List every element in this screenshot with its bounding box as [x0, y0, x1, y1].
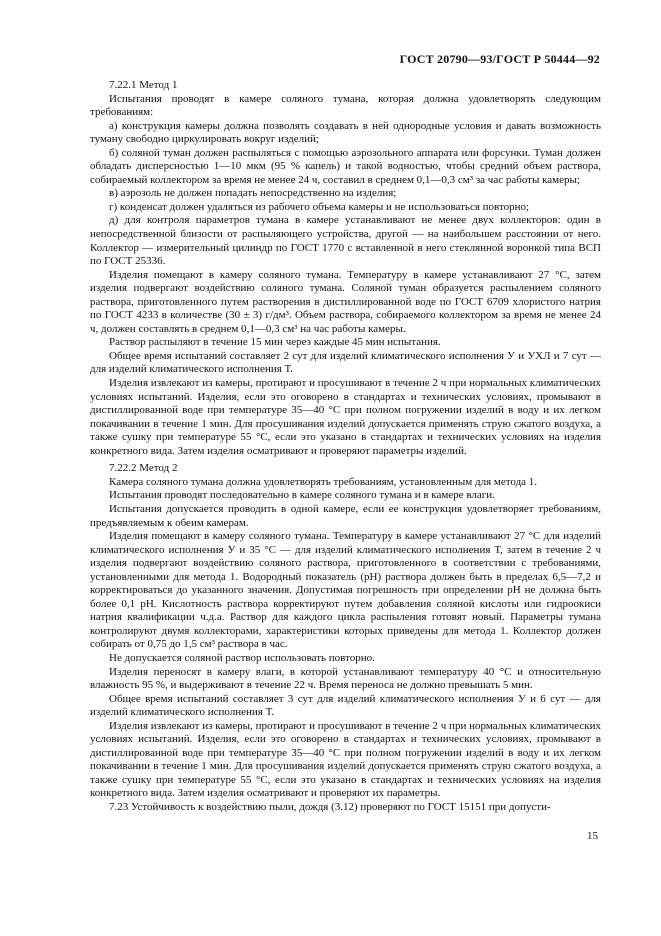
section-heading-7-22-1: 7.22.1 Метод 1 [109, 79, 178, 91]
paragraph: Не допускается соляной раствор использовать повторно. [109, 651, 375, 664]
list-item-v: в) аэрозоль не должен попадать непосредственно на изделия; [109, 187, 397, 200]
list-item-b: б) соляной туман должен распыляться с помощью аэрозольного аппарата или форсунки. Туман должен обладать дисперсностью 1—10 мкм (95 % капель) и такой водностью, чтобы средний объем раствора, собираемый коллектором за время не менее 24 ч, составил в среднем 0,1—0,3 см³ за час работы камеры; [90, 146, 601, 186]
paragraph: Изделия помещают в камеру соляного тумана. Температуру в камере устанавливают 27 °С, затем изделия подвергают воздействию соляного тумана. Соляной туман образуется распылением соляного раствора, приготовленного путем растворения в дистиллированной воде по ГОСТ 6709 хлористого натрия по ГОСТ 4233 в количестве (30 ± 3) г/дм³. Объем раствора, собираемого коллектором за время не менее 24 ч, должен составлять в среднем 0,1—0,3 см³ на час работы камеры. [90, 268, 601, 335]
section-paragraph-7-23: 7.23 Устойчивость к воздействию пыли, дождя (3.12) проверяют по ГОСТ 15151 при допусти- [109, 800, 551, 813]
paragraph: Общее время испытаний составляет 2 сут для изделий климатического исполнения У и УХЛ и 7 сут — для изделий климатического исполнения Т. [90, 349, 601, 376]
paragraph: Изделия помещают в камеру соляного тумана. Температуру в камере устанавливают 27 °С для изделий климатического исполнения У и 35 °С — для изделий климатического исполнения Т, затем в течение 2 ч изделия подвергают воздействию соляного раствора, приготовленного в соответствии с требованиями, установленными для метода 1. Водородный показатель (рН) раствора должен быть в пределах 6,5—7,2 и корректироваться до указанного значения. Допустимая погрешность при определении рН не должна быть более 0,1 рН. Кислотность раствора корректируют путем добавления соляной кислоты или гидроокиси натрия квалификации ч.д.а. Раствор для каждого цикла распыления готовят новый. Параметры тумана контролируют двумя коллекторами, характеристики которых приведены для метода 1. Коллектор должен собирать от 0,75 до 1,5 см³ раствора в час. [90, 530, 601, 651]
page-number: 15 [587, 830, 598, 842]
document-body [90, 79, 601, 815]
list-item-a: а) конструкция камеры должна позволять создавать в ней однородные условия и давать возможность туману свободно циркулировать вокруг изделий; [90, 119, 601, 146]
document-header: ГОСТ 20790—93/ГОСТ Р 50444—92 [399, 52, 600, 66]
paragraph: Испытания проводят последовательно в камере соляного тумана и в камере влаги. [109, 489, 495, 502]
list-item-d: д) для контроля параметров тумана в камере устанавливают не менее двух коллекторов: один в непосредственной близости от распыляющего устройства, другой — на наибольшем расстоянии от него. Коллектор — измерительный цилиндр по ГОСТ 1770 с вставленной в него стеклянной воронкой типа ВСП по ГОСТ 25336. [90, 214, 601, 268]
paragraph: Изделия извлекают из камеры, протирают и просушивают в течение 2 ч при нормальных климатических условиях испытаний. Изделия, если это оговорено в стандартах и технических условиях, промывают в дистиллированной воде при температуре 35—40 °С при полном погружении изделий в воду и их легком покачивании в течение 1 мин. Для просушивания изделий допускается применять струю сжатого воздуха, а также сушку при температуре 55 °С, если это указано в стандартах и технических условиях на изделия конкретного вида. Затем изделия осматривают и проверяют параметры изделий. [90, 377, 601, 457]
paragraph: Испытания проводят в камере соляного тумана, которая должна удовлетворять следующим требованиям: [90, 92, 601, 119]
paragraph: Общее время испытаний составляет 3 сут для изделий климатического исполнения У и 6 сут — для изделий климатического исполнения Т. [90, 692, 601, 719]
paragraph: Изделия переносят в камеру влаги, в которой устанавливают температуру 40 °С и относительную влажность 95 %, и выдерживают в течение 22 ч. Время переноса не должно превышать 5 мин. [90, 665, 601, 692]
list-item-g: г) конденсат должен удаляться из рабочего объема камеры и не использоваться повторно; [109, 200, 530, 213]
paragraph: Раствор распыляют в течение 15 мин через каждые 45 мин испытания. [109, 336, 441, 349]
paragraph: Изделия извлекают из камеры, протирают и просушивают в течение 2 ч при нормальных климатических условиях испытаний. Изделия, если это оговорено в стандартах и технических условиях, промывают в дистиллированной воде при температуре 35—40 °С при полном погружении изделий в воду и их легком покачивании в течение 1 мин. Для просушивания изделий допускается применять струю сжатого воздуха, а также сушку при температуре 55 °С, если это указано в стандартах и технических условиях на изделия конкретного вида. Затем изделия осматривают и проверяют их параметры. [90, 719, 601, 800]
section-heading-7-22-2: 7.22.2 Метод 2 [109, 462, 178, 475]
paragraph: Испытания допускается проводить в одной камере, если ее конструкция удовлетворяет требованиям, предъявляемым к обеим камерам. [90, 502, 601, 529]
paragraph: Камера соляного тумана должна удовлетворять требованиям, установленным для метода 1. [109, 475, 538, 488]
